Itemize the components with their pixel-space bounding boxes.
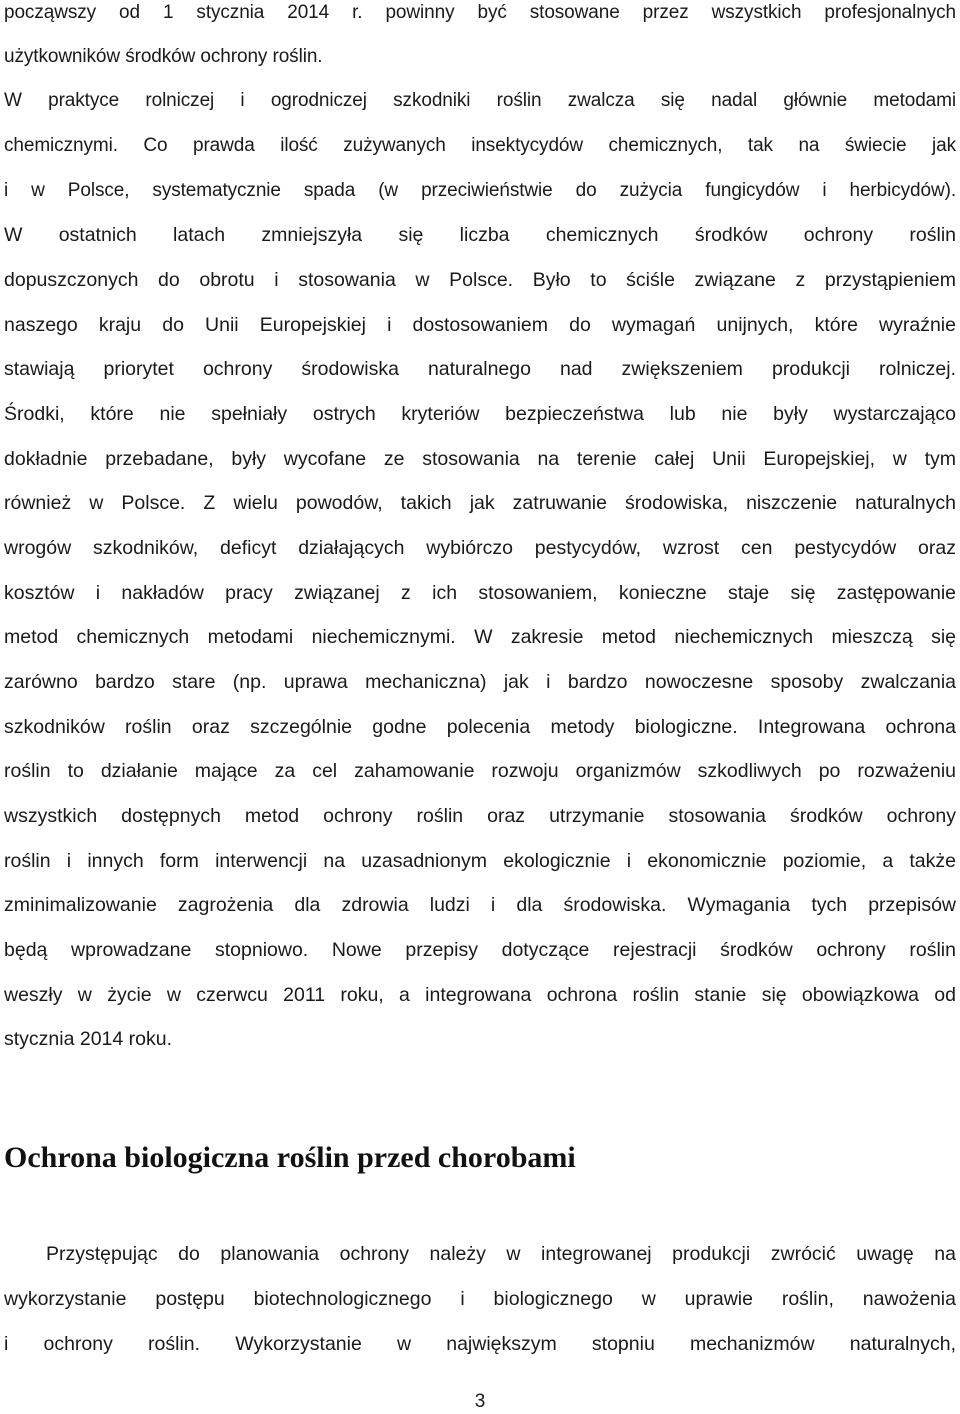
paragraph-line: wrogów szkodników, deficyt działających wybiórczo pestycydów, wzrost cen pestycydów oraz	[4, 537, 956, 559]
paragraph-line: Środki, które nie spełniały ostrych kryteriów bezpieczeństwa lub nie były wystarczająco	[4, 403, 956, 425]
paragraph-line: stawiają priorytet ochrony środowiska naturalnego nad zwiększeniem produkcji rolniczej.	[4, 358, 956, 380]
paragraph-line: weszły w życie w czerwcu 2011 roku, a integrowana ochrona roślin stanie się obowiązkowa od	[4, 984, 956, 1006]
paragraph-line: wszystkich dostępnych metod ochrony roślin oraz utrzymanie stosowania środków ochrony	[4, 805, 956, 827]
paragraph-line: dokładnie przebadane, były wycofane ze stosowania na terenie całej Unii Europejskiej, w tym	[4, 448, 956, 470]
section-heading: Ochrona biologiczna roślin przed chorobami	[4, 1141, 576, 1174]
paragraph-line: zminimalizowanie zagrożenia dla zdrowia ludzi i dla środowiska. Wymagania tych przepisów	[4, 894, 956, 916]
paragraph-line: użytkowników środków ochrony roślin.	[4, 46, 323, 67]
paragraph-line: metod chemicznych metodami niechemicznymi. W zakresie metod niechemicznych mieszczą się	[4, 626, 956, 648]
paragraph-line: W praktyce rolniczej i ogrodniczej szkodniki roślin zwalcza się nadal głównie metodami	[4, 90, 956, 111]
paragraph-line: i w Polsce, systematycznie spada (w przeciwieństwie do zużycia fungicydów i herbicydów).	[4, 180, 956, 201]
paragraph-line: roślin to działanie mające za cel zahamowanie rozwoju organizmów szkodliwych po rozważeniu	[4, 760, 956, 782]
paragraph-line: dopuszczonych do obrotu i stosowania w Polsce. Było to ściśle związane z przystąpieniem	[4, 269, 956, 291]
paragraph-line: stycznia 2014 roku.	[4, 1028, 173, 1050]
page-number: 3	[474, 1391, 486, 1412]
paragraph-line: i ochrony roślin. Wykorzystanie w największym stopniu mechanizmów naturalnych,	[4, 1333, 956, 1355]
paragraph-line: również w Polsce. Z wielu powodów, takich jak zatruwanie środowiska, niszczenie naturalnych	[4, 492, 956, 514]
paragraph-line: kosztów i nakładów pracy związanej z ich stosowaniem, konieczne staje się zastępowanie	[4, 582, 956, 604]
paragraph-line: począwszy od 1 stycznia 2014 r. powinny być stosowane przez wszystkich profesjonalnych	[4, 2, 956, 23]
paragraph-line: W ostatnich latach zmniejszyła się liczba chemicznych środków ochrony roślin	[4, 224, 956, 246]
paragraph-line: będą wprowadzane stopniowo. Nowe przepisy dotyczące rejestracji środków ochrony roślin	[4, 939, 956, 961]
paragraph-line: wykorzystanie postępu biotechnologicznego i biologicznego w uprawie roślin, nawożenia	[4, 1288, 956, 1310]
paragraph-line: chemicznymi. Co prawda ilość zużywanych insektycydów chemicznych, tak na świecie jak	[4, 135, 956, 156]
paragraph-line: roślin i innych form interwencji na uzasadnionym ekologicznie i ekonomicznie poziomie, a także	[4, 850, 956, 872]
paragraph-line: szkodników roślin oraz szczególnie godne polecenia metody biologiczne. Integrowana ochrona	[4, 716, 956, 738]
paragraph-line: naszego kraju do Unii Europejskiej i dostosowaniem do wymagań unijnych, które wyraźnie	[4, 314, 956, 336]
paragraph-line: Przystępując do planowania ochrony należy w integrowanej produkcji zwrócić uwagę na	[46, 1243, 956, 1265]
paragraph-line: zarówno bardzo stare (np. uprawa mechaniczna) jak i bardzo nowoczesne sposoby zwalczania	[4, 671, 956, 693]
